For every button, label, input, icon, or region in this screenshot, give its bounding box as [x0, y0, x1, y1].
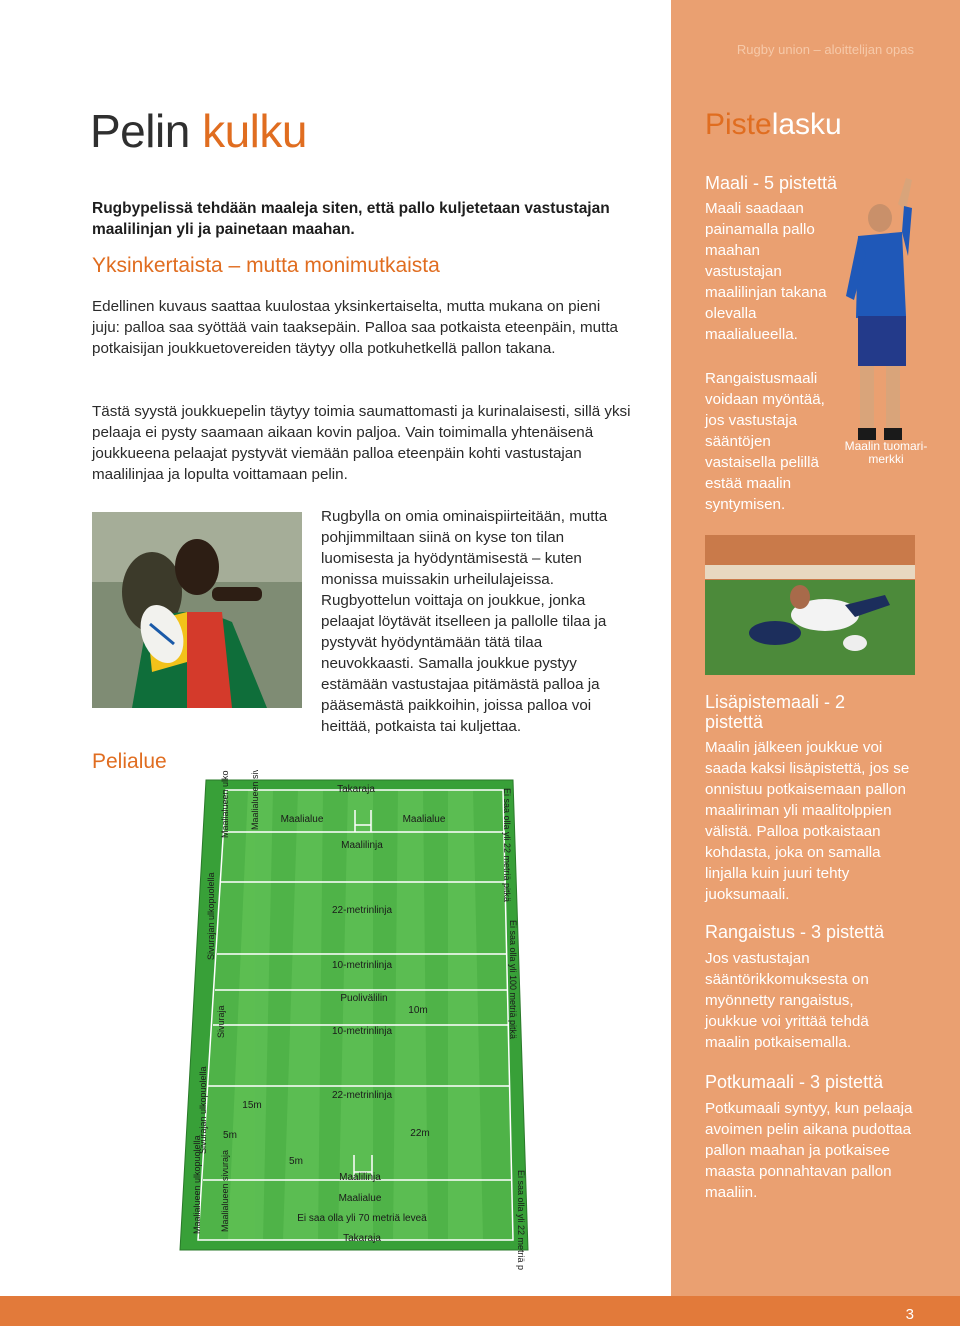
paragraph-2: Tästä syystä joukkuepelin täytyy toimia saumattomasti ja kurinalaisesti, sillä yksi pelaaja ei pysty saamaan aikaan kovin paljoa. Vain toimimalla yhtenäisenä joukkueena pelaajat pystyvät viemään palloa eteenpäin kohti vastustajan maalilinjaa ja lopulta voittamaan pelin.: [92, 403, 631, 483]
drop-goal-heading: Potkumaali - 3 pistettä: [705, 1072, 884, 1092]
referee-figure: [840, 176, 920, 456]
footer-bar: [0, 1296, 960, 1326]
try-scoring-photo: [705, 535, 915, 675]
metri10-top-label: 10-metrinlinja: [331, 960, 393, 971]
takaraja-bottom-label: Takaraja: [343, 1233, 381, 1244]
sidebar-title: Pistelasku: [705, 108, 842, 141]
intro-text: Rugbypelissä tehdään maaleja siten, että pallo kuljetetaan vastustajan maalilinjan yli ja painetaan maahan.: [92, 200, 610, 238]
maalialue-right-label: Maalialue: [402, 814, 446, 825]
header-note: Rugby union – aloittelijan opas: [736, 42, 914, 57]
left-bot2-label: Maalialueen ulkopuolella: [192, 1135, 202, 1234]
field-heading: Pelialue: [92, 750, 167, 773]
right-mid-label: Ei saa olla yli 100 metriä pitkä: [508, 920, 518, 1040]
maalilinja-bottom-label: Maalilinja: [339, 1172, 381, 1183]
metri22-bottom-label: 22-metrinlinja: [331, 1090, 393, 1101]
conversion-heading: Lisäpistemaali - 2 pistettä: [705, 692, 846, 732]
m5b-label: 5m: [289, 1156, 303, 1167]
rugby-runner-photo: [92, 512, 302, 708]
puolivalilin-label: Puolivälilin: [340, 993, 388, 1004]
maalialue-bottom-label: Maalialue: [338, 1193, 382, 1204]
right-top-label: Ei saa olla yli 22 metriä pitkä: [502, 788, 512, 903]
metri10-bottom-label: 10-metrinlinja: [331, 1026, 393, 1037]
rugby-field-diagram: [178, 770, 558, 1270]
score-try-text: Maali saadaan painamalla pallo maahan vastustajan maalilinjan takana olevalla maalialueella.: [705, 200, 827, 343]
right-bot-label: Ei saa olla yli 22 metriä pitkä: [516, 1170, 526, 1270]
page-title: Pelin kulku: [90, 105, 307, 157]
drop-goal-text: Potkumaali syntyy, kun pelaaja avoimen pelin aikana pudottaa pallon maahan ja potkaisee maasta ponnahtavan pallon maaliin.: [705, 1100, 913, 1201]
m15-label: 15m: [242, 1100, 262, 1111]
m10-label: 10m: [408, 1005, 428, 1016]
left-bot3-label: Maalialueen sivuraja: [220, 1149, 230, 1232]
left-bot1-label: Sivurajan ulkopuolella: [198, 1066, 208, 1154]
width-note: Ei saa olla yli 70 metriä leveä: [297, 1213, 427, 1224]
score-try-heading: Maali - 5 pistettä: [705, 173, 838, 193]
conversion-text: Maalin jälkeen joukkue voi saada kaksi lisäpistettä, jos se onnistuu potkaisemaan pallon maaliriman yli maalitolppien välistä. Palloa potkaistaan kohdasta, joka on samalla linjalla kuin juuri tehty juoksumaali.: [705, 739, 910, 903]
penalty-text: Jos vastustajan sääntörikkomuksesta on myönnetty rangaistus, joukkue voi yrittää tehdä maalin potkaisemalla.: [705, 950, 869, 1051]
takaraja-top-label: Takaraja: [337, 784, 375, 795]
penalty-heading: Rangaistus - 3 pistettä: [705, 922, 885, 942]
paragraph-1: Edellinen kuvaus saattaa kuulostaa yksinkertaiselta, mutta mukana on pieni juju: palloa saa syöttää vain taaksepäin. Palloa saa potkaista eteenpäin, mutta potkaisijan joukkuetovereiden täytyy olla potkuhetkellä pallon takana.: [92, 298, 619, 357]
left-mid1-label: Sivurajan ulkopuolella: [206, 872, 216, 960]
page-number: 3: [905, 1306, 914, 1323]
left-top1-label: Maalialueen ulkopuolella: [220, 770, 230, 838]
maalialue-left-label: Maalialue: [280, 814, 324, 825]
section-subtitle: Yksinkertaista – mutta monimutkaista: [92, 254, 440, 277]
m5a-label: 5m: [223, 1130, 237, 1141]
left-mid2-label: Sivuraja: [216, 1005, 226, 1038]
metri22-top-label: 22-metrinlinja: [331, 905, 393, 916]
maalilinja-top-label: Maalilinja: [341, 840, 383, 851]
referee-caption: Maalin tuomari-merkki: [844, 439, 928, 466]
penalty-try-text: Rangaistusmaali voidaan myöntää, jos vastustaja sääntöjen vastaisella pelillä estää maalin syntymisen.: [705, 370, 825, 513]
m22-label: 22m: [410, 1128, 430, 1139]
left-top2-label: Maalialueen sivuraja: [250, 770, 260, 830]
rugby-description: Rugbylla on omia ominaispiirteitään, mutta pohjimmiltaan siinä on kyse ton tilan luomisesta ja hyödyntämisestä – kuten monissa muissakin urheilulajeissa. Rugbyottelun voittaja on joukkue, jonka pelaajat löytävät itselleen ja pallolle tilaa ja pystyvät hyödyntämään tätä tilaa neuvokkaasti. Samalla joukkue pystyy estämään vastustajaa pitämästä palloa ja pääsemästä paikkoihin, joissa palloa voi heittää, potkaista tai kuljettaa.: [321, 508, 608, 735]
